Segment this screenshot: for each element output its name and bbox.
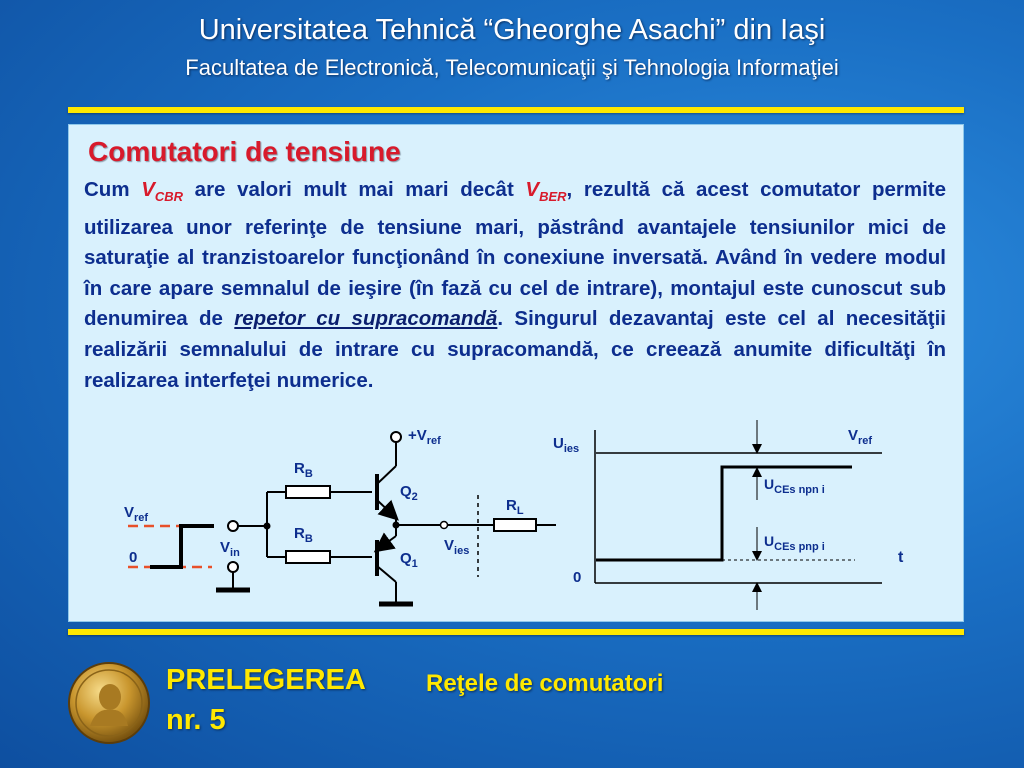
footer-topic: Reţele de comutatori <box>426 670 664 697</box>
uces-npn-label: $U_{CEs npn i}$ <box>764 476 825 496</box>
output-stage <box>379 427 556 604</box>
rb-top-resistor <box>286 486 330 498</box>
header-subtitle: Facultatea de Electronică, Telecomunicaţii şi Tehnologia Informaţiei <box>185 55 839 80</box>
graph-y-label: $U_{ies}$ <box>553 435 580 455</box>
graph-x-label: t <box>898 549 904 566</box>
footer-lecture: PRELEGEREA <box>166 664 366 696</box>
transistor-q1 <box>377 536 418 582</box>
rb-bottom-resistor <box>286 551 330 563</box>
footer-lecture-number: nr. 5 <box>166 704 226 736</box>
graph-origin-label: 0 <box>573 569 582 586</box>
slide-heading: Comutatori de tensiune <box>88 136 401 167</box>
q2-label: $Q_2$ <box>400 483 418 503</box>
symbol-vcbr: $V_{CBR}$ <box>141 178 184 205</box>
vin-label: $V_{in}$ <box>220 539 240 559</box>
emphasis-term: repetor cu supracomandă <box>234 307 498 331</box>
vin-terminal <box>228 521 238 531</box>
supply-terminal <box>391 432 401 442</box>
vies-label: $V_{ies}$ <box>444 537 470 557</box>
input-waveform <box>124 504 214 567</box>
input-zero-label: 0 <box>129 549 138 566</box>
symbol-vber: $V_{BER}$ <box>525 178 567 205</box>
q2-emitter-arrow <box>377 500 396 518</box>
input-step-pulse <box>150 526 214 567</box>
rl-resistor <box>494 519 536 531</box>
graph-vref-label: $V_{ref}$ <box>848 427 873 447</box>
input-terminals <box>216 521 250 590</box>
bottom-divider <box>68 629 964 635</box>
rb-bottom-label: $R_B$ <box>294 525 313 545</box>
body-text-part-2: are valori mult mai mari decât <box>183 178 526 201</box>
body-text-part-1: Cum <box>84 178 142 201</box>
q1-label: $Q_1$ <box>400 550 418 570</box>
base-resistor-network <box>238 460 372 563</box>
rl-label: $R_L$ <box>506 497 524 517</box>
input-vref-label: $V_{ref}$ <box>124 504 149 524</box>
output-waveform-graph <box>553 420 904 610</box>
ground-terminal <box>228 562 238 572</box>
output-terminal <box>441 522 448 529</box>
uces-pnp-label: $U_{CEs pnp i}$ <box>764 533 825 553</box>
university-medal-logo <box>66 660 152 746</box>
supply-label: $+V_{ref}$ <box>408 427 441 447</box>
body-text-part-3: , rezultă că acest comutator permite utilizarea unor referinţe de tensiune mari, păstrând avantajele tensiunilor mici de saturaţie al tranzistoarelor funcţionând în conexiune inversată. Având în vedere modul în care apare semnalul de ieşire (în fază cu cel de intrare), montajul este cunoscut sub denumirea de <box>84 178 946 331</box>
rb-top-label: $R_B$ <box>294 460 313 480</box>
transistor-q2 <box>377 466 418 518</box>
q1-emitter-arrow <box>377 536 396 550</box>
header-title: Universitatea Tehnică “Gheorghe Asachi” din Iaşi <box>198 14 826 46</box>
body-text-part-4: . Singurul dezavantaj este cel al necesităţii realizării semnalului de intrare cu supracomandă, ce creează anumite dificultăţi în realizarea interfeţei numerice. <box>84 307 946 392</box>
